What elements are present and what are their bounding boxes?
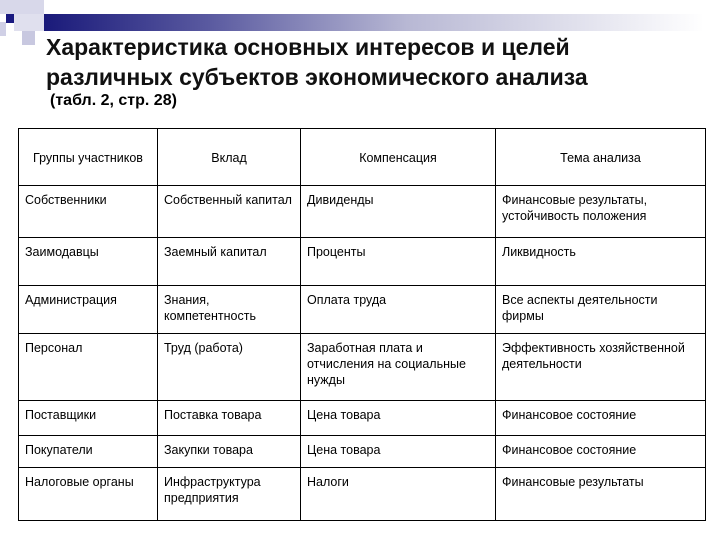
column-header: Тема анализа xyxy=(496,129,706,186)
table-cell: Оплата труда xyxy=(301,286,496,334)
table-cell: Ликвидность xyxy=(496,238,706,286)
decor-square xyxy=(0,22,6,36)
decor-square xyxy=(22,31,35,45)
table-cell: Собственники xyxy=(19,186,158,238)
table-cell: Цена товара xyxy=(301,436,496,468)
table-row xyxy=(19,334,706,401)
subtitle: (табл. 2, стр. 28) xyxy=(50,92,177,109)
decor-gradient-bar xyxy=(44,14,704,31)
table-cell: Эффективность хозяйственной деятельности xyxy=(496,334,706,401)
decor-square-dark xyxy=(6,14,14,23)
table-row xyxy=(19,468,706,521)
decor-square xyxy=(14,14,44,31)
title-line: различных субъектов экономического анализа xyxy=(46,64,588,90)
table-header-row xyxy=(19,129,706,186)
table-cell: Персонал xyxy=(19,334,158,401)
table-cell: Поставка товара xyxy=(158,401,301,436)
table-cell: Финансовые результаты, устойчивость положения xyxy=(496,186,706,238)
table-row xyxy=(19,238,706,286)
table-cell: Финансовые результаты xyxy=(496,468,706,521)
table-cell: Заработная плата и отчисления на социальные нужды xyxy=(301,334,496,401)
table-cell: Финансовое состояние xyxy=(496,436,706,468)
table-row xyxy=(19,436,706,468)
table-cell: Дивиденды xyxy=(301,186,496,238)
table-cell: Финансовое состояние xyxy=(496,401,706,436)
table-row xyxy=(19,286,706,334)
column-header: Вклад xyxy=(158,129,301,186)
table-cell: Цена товара xyxy=(301,401,496,436)
table-cell: Заемный капитал xyxy=(158,238,301,286)
table-cell: Труд (работа) xyxy=(158,334,301,401)
table-cell: Инфраструктура предприятия xyxy=(158,468,301,521)
table-cell: Знания, компетентность xyxy=(158,286,301,334)
column-header: Компенсация xyxy=(301,129,496,186)
table-row xyxy=(19,186,706,238)
table-cell: Закупки товара xyxy=(158,436,301,468)
decor-square xyxy=(0,0,44,14)
table-row xyxy=(19,401,706,436)
column-header: Группы участников xyxy=(19,129,158,186)
table-cell: Собственный капитал xyxy=(158,186,301,238)
table-cell: Поставщики xyxy=(19,401,158,436)
table-cell: Проценты xyxy=(301,238,496,286)
table-cell: Налоги xyxy=(301,468,496,521)
interests-table xyxy=(18,128,706,521)
table-cell: Заимодавцы xyxy=(19,238,158,286)
slide-title xyxy=(46,32,588,92)
table-cell: Все аспекты деятельности фирмы xyxy=(496,286,706,334)
table-cell: Покупатели xyxy=(19,436,158,468)
table-cell: Налоговые органы xyxy=(19,468,158,521)
table-cell: Администрация xyxy=(19,286,158,334)
title-line: Характеристика основных интересов и целей xyxy=(46,34,570,60)
